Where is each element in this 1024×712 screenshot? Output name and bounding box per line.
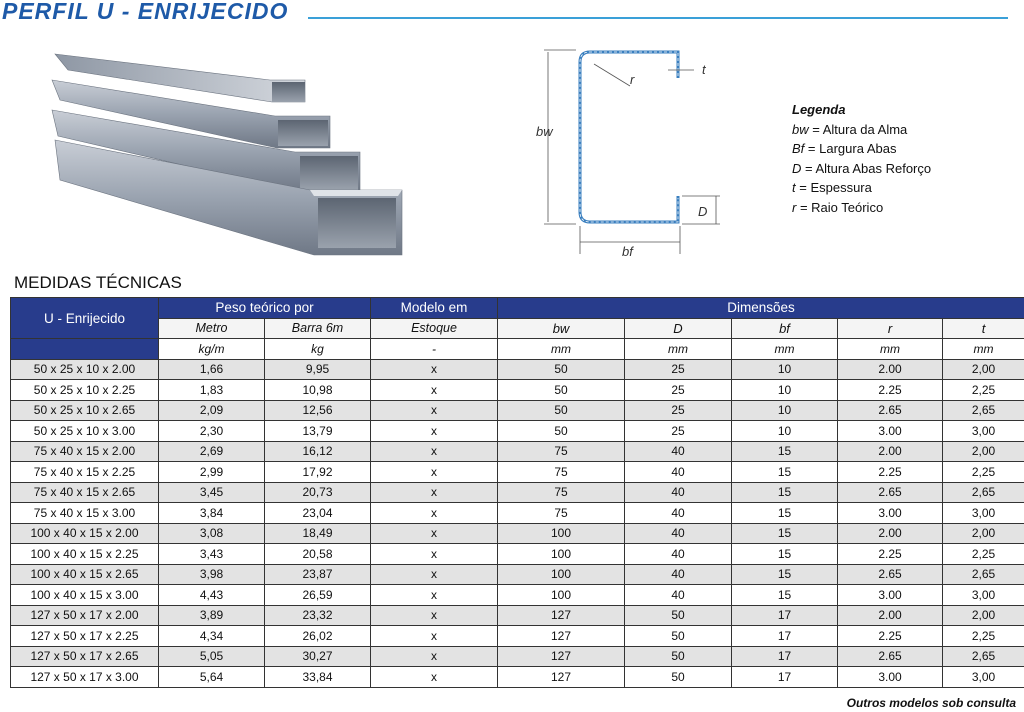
cell-metro: 4,34 (159, 626, 265, 647)
cell-metro: 2,99 (159, 462, 265, 483)
cell-estoque: x (371, 400, 498, 421)
cell-bw: 50 (498, 380, 625, 401)
cell-metro: 3,43 (159, 544, 265, 565)
legend-heading: Legenda (792, 102, 846, 117)
table-row (11, 523, 1024, 544)
cell-model: 100 x 40 x 15 x 2.00 (11, 523, 159, 544)
cell-t: 2,65 (943, 482, 1024, 503)
cell-barra: 18,49 (265, 523, 371, 544)
cell-bw: 127 (498, 605, 625, 626)
cell-metro: 4,43 (159, 585, 265, 606)
cell-bf: 10 (732, 380, 838, 401)
table-row (11, 462, 1024, 483)
cell-r: 3.00 (838, 667, 943, 688)
cell-d: 40 (625, 441, 732, 462)
cell-estoque: x (371, 503, 498, 524)
cell-barra: 20,73 (265, 482, 371, 503)
cell-d: 40 (625, 564, 732, 585)
weight-group-header: Peso teórico por (159, 298, 371, 319)
cell-t: 2,25 (943, 462, 1024, 483)
cell-model: 50 x 25 x 10 x 3.00 (11, 421, 159, 442)
cell-bw: 50 (498, 421, 625, 442)
unit-metro: kg/m (159, 339, 265, 360)
cell-r: 2.65 (838, 646, 943, 667)
cell-t: 2,00 (943, 359, 1024, 380)
cell-estoque: x (371, 646, 498, 667)
cell-estoque: x (371, 585, 498, 606)
cell-r: 2.25 (838, 544, 943, 565)
cell-t: 3,00 (943, 421, 1024, 442)
cell-bf: 15 (732, 523, 838, 544)
section-title: MEDIDAS TÉCNICAS (14, 273, 182, 292)
cell-model: 127 x 50 x 17 x 2.65 (11, 646, 159, 667)
cell-metro: 2,09 (159, 400, 265, 421)
table-row (11, 564, 1024, 585)
cell-metro: 3,08 (159, 523, 265, 544)
cell-r: 2.65 (838, 482, 943, 503)
table-row (11, 646, 1024, 667)
cell-model: 75 x 40 x 15 x 2.65 (11, 482, 159, 503)
unit-d: mm (625, 339, 732, 360)
cell-estoque: x (371, 462, 498, 483)
legend-item (792, 159, 931, 179)
cell-estoque: x (371, 544, 498, 565)
cell-model: 127 x 50 x 17 x 2.25 (11, 626, 159, 647)
cell-metro: 3,98 (159, 564, 265, 585)
cell-barra: 9,95 (265, 359, 371, 380)
cell-model: 127 x 50 x 17 x 2.00 (11, 605, 159, 626)
legend (792, 100, 931, 217)
dims-group-header: Dimensões (498, 298, 1024, 319)
d-label: D (698, 204, 708, 219)
cell-model: 50 x 25 x 10 x 2.00 (11, 359, 159, 380)
col-metro: Metro (159, 318, 265, 339)
cell-metro: 3,89 (159, 605, 265, 626)
cell-model: 75 x 40 x 15 x 2.00 (11, 441, 159, 462)
cell-bf: 17 (732, 646, 838, 667)
cell-r: 2.00 (838, 359, 943, 380)
legend-key: bw (792, 121, 809, 137)
cell-estoque: x (371, 523, 498, 544)
cell-barra: 30,27 (265, 646, 371, 667)
cell-barra: 16,12 (265, 441, 371, 462)
cell-d: 50 (625, 646, 732, 667)
cell-bw: 127 (498, 667, 625, 688)
cell-d: 40 (625, 544, 732, 565)
cell-t: 2,25 (943, 626, 1024, 647)
cell-bw: 75 (498, 441, 625, 462)
cell-bf: 15 (732, 503, 838, 524)
page-title: PERFIL U - ENRIJECIDO (2, 0, 289, 24)
specs-table (10, 297, 1024, 688)
unit-bw: mm (498, 339, 625, 360)
title-rule (308, 17, 1008, 19)
cell-t: 3,00 (943, 503, 1024, 524)
cell-barra: 23,87 (265, 564, 371, 585)
cell-t: 2,00 (943, 605, 1024, 626)
col-t: t (943, 318, 1024, 339)
cell-estoque: x (371, 626, 498, 647)
table-row (11, 441, 1024, 462)
col-bw: bw (498, 318, 625, 339)
legend-key: Bf (792, 141, 805, 156)
cell-bf: 10 (732, 421, 838, 442)
cell-d: 40 (625, 523, 732, 544)
model-group-header: Modelo em (371, 298, 498, 319)
legend-item (792, 198, 931, 218)
cell-bf: 15 (732, 585, 838, 606)
cell-t: 2,25 (943, 380, 1024, 401)
legend-item (792, 178, 931, 198)
legend-key: t (792, 180, 796, 195)
col-d: D (625, 318, 732, 339)
cell-bw: 127 (498, 626, 625, 647)
steel-profiles-photo (30, 40, 430, 280)
cell-metro: 5,64 (159, 667, 265, 688)
table-row (11, 503, 1024, 524)
cell-bf: 10 (732, 400, 838, 421)
cell-barra: 26,59 (265, 585, 371, 606)
legend-item (792, 120, 931, 140)
cell-r: 2.25 (838, 462, 943, 483)
cell-d: 25 (625, 359, 732, 380)
cell-d: 40 (625, 482, 732, 503)
cell-t: 2,25 (943, 544, 1024, 565)
cell-metro: 3,45 (159, 482, 265, 503)
col-r: r (838, 318, 943, 339)
cell-barra: 10,98 (265, 380, 371, 401)
cell-bw: 100 (498, 523, 625, 544)
cell-r: 2.65 (838, 564, 943, 585)
table-row (11, 421, 1024, 442)
bf-label: bf (622, 244, 633, 259)
r-dimension-line (594, 64, 630, 86)
cell-bw: 75 (498, 462, 625, 483)
bw-label: bw (536, 124, 553, 139)
cell-t: 2,00 (943, 441, 1024, 462)
unit-bf: mm (732, 339, 838, 360)
unit-corner (11, 339, 159, 360)
cell-model: 100 x 40 x 15 x 2.25 (11, 544, 159, 565)
cell-estoque: x (371, 359, 498, 380)
cell-d: 25 (625, 400, 732, 421)
cell-bf: 15 (732, 462, 838, 483)
cell-barra: 20,58 (265, 544, 371, 565)
cell-estoque: x (371, 564, 498, 585)
cell-d: 40 (625, 462, 732, 483)
cell-bf: 17 (732, 605, 838, 626)
cell-bw: 127 (498, 646, 625, 667)
cell-model: 100 x 40 x 15 x 3.00 (11, 585, 159, 606)
table-row (11, 667, 1024, 688)
col-bf: bf (732, 318, 838, 339)
cell-bw: 50 (498, 359, 625, 380)
cell-bf: 15 (732, 482, 838, 503)
cell-bf: 17 (732, 626, 838, 647)
cell-model: 75 x 40 x 15 x 2.25 (11, 462, 159, 483)
cell-bf: 15 (732, 544, 838, 565)
cell-metro: 3,84 (159, 503, 265, 524)
cell-model: 100 x 40 x 15 x 2.65 (11, 564, 159, 585)
legend-item (792, 139, 931, 159)
cell-model: 50 x 25 x 10 x 2.65 (11, 400, 159, 421)
cell-r: 2.00 (838, 605, 943, 626)
cell-r: 3.00 (838, 585, 943, 606)
cell-d: 25 (625, 380, 732, 401)
cell-bw: 100 (498, 585, 625, 606)
cell-bf: 17 (732, 667, 838, 688)
unit-estoque: - (371, 339, 498, 360)
profile-outline (580, 52, 678, 222)
cell-estoque: x (371, 380, 498, 401)
table-row (11, 585, 1024, 606)
r-label: r (630, 72, 635, 87)
cell-estoque: x (371, 482, 498, 503)
cell-r: 2.65 (838, 400, 943, 421)
table-row (11, 380, 1024, 401)
unit-r: mm (838, 339, 943, 360)
corner-header: U - Enrijecido (11, 298, 159, 339)
legend-desc: = Altura da Alma (808, 121, 908, 137)
t-label: t (702, 62, 706, 77)
col-barra: Barra 6m (265, 318, 371, 339)
cell-bw: 50 (498, 400, 625, 421)
cell-estoque: x (371, 441, 498, 462)
legend-desc: = Espessura (795, 180, 872, 195)
cell-estoque: x (371, 667, 498, 688)
cell-metro: 5,05 (159, 646, 265, 667)
cell-d: 50 (625, 667, 732, 688)
cell-d: 50 (625, 605, 732, 626)
cell-t: 2,65 (943, 400, 1024, 421)
cell-bw: 75 (498, 503, 625, 524)
cross-section-diagram (530, 40, 740, 270)
cell-barra: 23,32 (265, 605, 371, 626)
cell-t: 2,65 (943, 646, 1024, 667)
cell-barra: 26,02 (265, 626, 371, 647)
cell-bw: 75 (498, 482, 625, 503)
cell-estoque: x (371, 605, 498, 626)
cell-bw: 100 (498, 564, 625, 585)
cell-r: 2.25 (838, 380, 943, 401)
col-estoque: Estoque (371, 318, 498, 339)
cell-d: 40 (625, 585, 732, 606)
cell-barra: 23,04 (265, 503, 371, 524)
cell-t: 3,00 (943, 585, 1024, 606)
cell-model: 127 x 50 x 17 x 3.00 (11, 667, 159, 688)
cell-t: 3,00 (943, 667, 1024, 688)
cell-t: 2,65 (943, 564, 1024, 585)
cell-model: 75 x 40 x 15 x 3.00 (11, 503, 159, 524)
unit-t: mm (943, 339, 1024, 360)
cell-metro: 1,66 (159, 359, 265, 380)
cell-r: 2.00 (838, 523, 943, 544)
cell-model: 50 x 25 x 10 x 2.25 (11, 380, 159, 401)
cell-barra: 33,84 (265, 667, 371, 688)
table-row (11, 359, 1024, 380)
cell-barra: 13,79 (265, 421, 371, 442)
legend-key: D (792, 160, 802, 176)
cell-r: 2.25 (838, 626, 943, 647)
cell-r: 3.00 (838, 421, 943, 442)
table-row (11, 400, 1024, 421)
legend-desc: = Largura Abas (804, 141, 897, 156)
legend-key: r (792, 199, 797, 215)
cell-d: 50 (625, 626, 732, 647)
cell-r: 3.00 (838, 503, 943, 524)
footnote: Outros modelos sob consulta (846, 696, 1016, 710)
cell-barra: 17,92 (265, 462, 371, 483)
cell-d: 40 (625, 503, 732, 524)
cell-r: 2.00 (838, 441, 943, 462)
legend-desc: = Altura Abas Reforço (801, 160, 932, 176)
cell-d: 25 (625, 421, 732, 442)
cell-barra: 12,56 (265, 400, 371, 421)
table-row (11, 626, 1024, 647)
table-row (11, 605, 1024, 626)
cell-metro: 1,83 (159, 380, 265, 401)
legend-desc: = Raio Teórico (796, 199, 884, 215)
cell-t: 2,00 (943, 523, 1024, 544)
cell-metro: 2,30 (159, 421, 265, 442)
cell-bf: 15 (732, 441, 838, 462)
unit-barra: kg (265, 339, 371, 360)
cell-bf: 15 (732, 564, 838, 585)
cell-bw: 100 (498, 544, 625, 565)
table-row (11, 482, 1024, 503)
table-row (11, 544, 1024, 565)
cell-metro: 2,69 (159, 441, 265, 462)
cell-bf: 10 (732, 359, 838, 380)
cell-estoque: x (371, 421, 498, 442)
